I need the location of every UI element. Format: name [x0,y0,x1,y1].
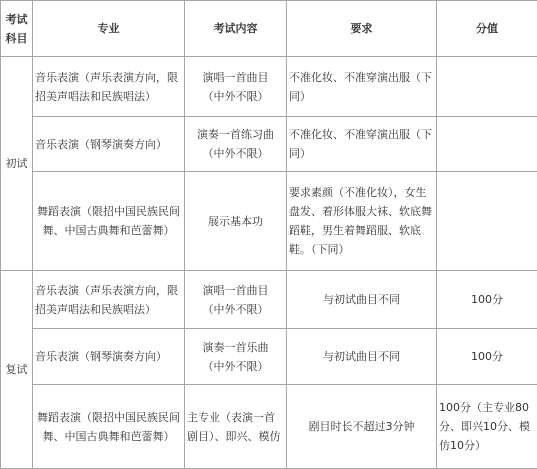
content-cell [185,329,287,385]
content-line2: （中外不限） [187,144,284,163]
score-cell: 100分（主专业80分、即兴10分、模仿10分） [437,385,537,469]
major-cell: 舞蹈表演（限招中国民族民间舞、中国古典舞和芭蕾舞） [33,172,185,271]
header-requirement: 要求 [287,1,437,57]
content-cell [185,271,287,329]
content-line1: 演唱一首曲目 [187,68,284,87]
content-line1: 演奏一首练习曲 [187,125,284,144]
table-row [1,117,537,172]
content-cell [185,117,287,172]
header-subject-line1: 考试 [3,10,30,29]
content-cell [185,172,287,271]
preliminary-label: 初试 [1,57,33,271]
header-score: 分值 [437,1,537,57]
requirement-cell: 不准化妆、不准穿演出服（下同） [287,117,437,172]
content-cell [185,57,287,117]
requirement-cell: 要求素颜（不准化妆），女生盘发、着形体服大袜、软底舞蹈鞋，男生着舞蹈服、软底鞋。（下同） [287,172,437,271]
content-line2: （中外不限） [187,87,284,106]
score-cell: 100分 [437,329,537,385]
requirement-cell: 剧目时长不超过3分钟 [287,385,437,469]
header-subject-line2: 科目 [3,29,30,48]
score-cell [437,172,537,271]
major-cell: 音乐表演（声乐表演方向，限招美声唱法和民族唱法） [33,57,185,117]
table-row [1,172,537,271]
requirement-cell: 与初试曲目不同 [287,329,437,385]
major-cell: 音乐表演（钢琴演奏方向） [33,329,185,385]
header-subject [1,1,33,57]
content-line1: 演唱一首曲目 [187,281,284,300]
content-line2: （中外不限） [187,357,284,376]
header-major: 专业 [33,1,185,57]
header-row [1,1,537,57]
table-row [1,329,537,385]
score-cell: 100分 [437,271,537,329]
content-line1: 演奏一首乐曲 [187,338,284,357]
content-cell: 主专业（表演一首剧目）、即兴、模仿 [185,385,287,469]
header-content: 考试内容 [185,1,287,57]
table-row [1,57,537,117]
requirement-cell: 与初试曲目不同 [287,271,437,329]
table-row [1,271,537,329]
content-line1: 展示基本功 [187,212,284,231]
major-cell: 音乐表演（钢琴演奏方向） [33,117,185,172]
table-row [1,385,537,469]
score-cell [437,57,537,117]
content-line2: （中外不限） [187,300,284,319]
major-cell: 音乐表演（声乐表演方向，限招美声唱法和民族唱法） [33,271,185,329]
retest-label: 复试 [1,271,33,469]
score-cell [437,117,537,172]
major-cell: 舞蹈表演（限招中国民族民间舞、中国古典舞和芭蕾舞） [33,385,185,469]
requirement-cell: 不准化妆、不准穿演出服（下同） [287,57,437,117]
